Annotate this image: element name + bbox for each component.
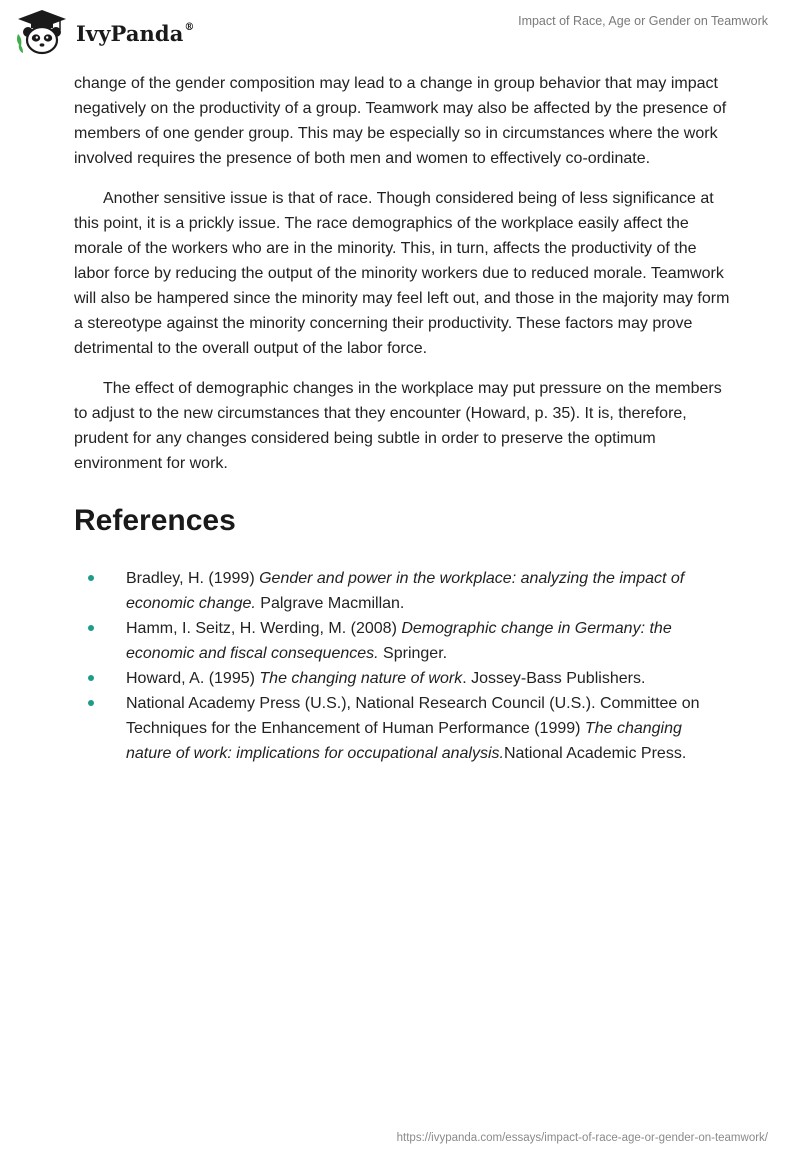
reference-item — [74, 616, 730, 666]
reference-title: Demographic change in Germany: the economic and fiscal consequences. — [126, 620, 672, 662]
body-paragraph: Another sensitive issue is that of race. Though considered being of less significance at this point, it is a prickly issue. The race demographics of the workplace easily affect the morale of the workers who are in the minority. This, in turn, affects the productivity of the labor force by reducing the output of the minority workers due to reduced morale. Teamwork will also be hampered since the minority may feel left out, and those in the majority may form a stereotype against the minority concerning their productivity. These factors may prove detrimental to the overall output of the labor force. — [74, 190, 730, 357]
reference-publisher: Springer. — [378, 645, 448, 662]
reference-authors: Hamm, I. Seitz, H. Werding, M. (2008) — [126, 620, 402, 637]
reference-item — [74, 691, 730, 766]
running-title: Impact of Race, Age or Gender on Teamwork — [518, 14, 768, 28]
panda-graduation-cap-icon — [14, 8, 74, 58]
reference-authors: National Academy Press (U.S.), National Research Council (U.S.). Committee on Techniques for the Enhancement of Human Performance (1999) — [126, 695, 700, 737]
brand-name: IvyPanda® — [76, 20, 195, 46]
references-list — [74, 566, 730, 766]
bullet-icon — [88, 575, 94, 581]
essay-content — [74, 71, 730, 766]
reference-publisher: National Academic Press. — [503, 745, 687, 762]
source-url[interactable]: https://ivypanda.com/essays/impact-of-race-age-or-gender-on-teamwork/ — [396, 1132, 768, 1144]
reference-authors: Howard, A. (1995) — [126, 670, 260, 687]
body-paragraph: change of the gender composition may lead to a change in group behavior that may impact negatively on the productivity of a group. Teamwork may also be affected by the presence of members of one gender group. This may be especially so in circumstances where the work involved requires the presence of both men and women to effectively co-ordinate. — [74, 75, 727, 167]
bullet-icon — [88, 700, 94, 706]
reference-publisher: Palgrave Macmillan. — [255, 595, 405, 612]
references-heading: References — [74, 504, 236, 537]
body-paragraph: The effect of demographic changes in the workplace may put pressure on the members to adjust to the new circumstances that they encounter (Howard, p. 35). It is, therefore, prudent for any changes considered being subtle in order to preserve the optimum environment for work. — [74, 380, 722, 472]
reference-item — [74, 566, 730, 616]
page-header — [0, 0, 800, 70]
reference-publisher: . Jossey-Bass Publishers. — [462, 670, 646, 687]
bullet-icon — [88, 625, 94, 631]
reference-title: The changing nature of work — [259, 670, 463, 687]
reference-title: The changing nature of work: implications for occupational analysis. — [126, 720, 682, 762]
reference-authors: Bradley, H. (1999) — [126, 570, 260, 587]
ivypanda-logo[interactable] — [14, 8, 194, 58]
reference-item — [74, 666, 730, 691]
reference-title: Gender and power in the workplace: analyzing the impact of economic change. — [126, 570, 685, 612]
bullet-icon — [88, 675, 94, 681]
